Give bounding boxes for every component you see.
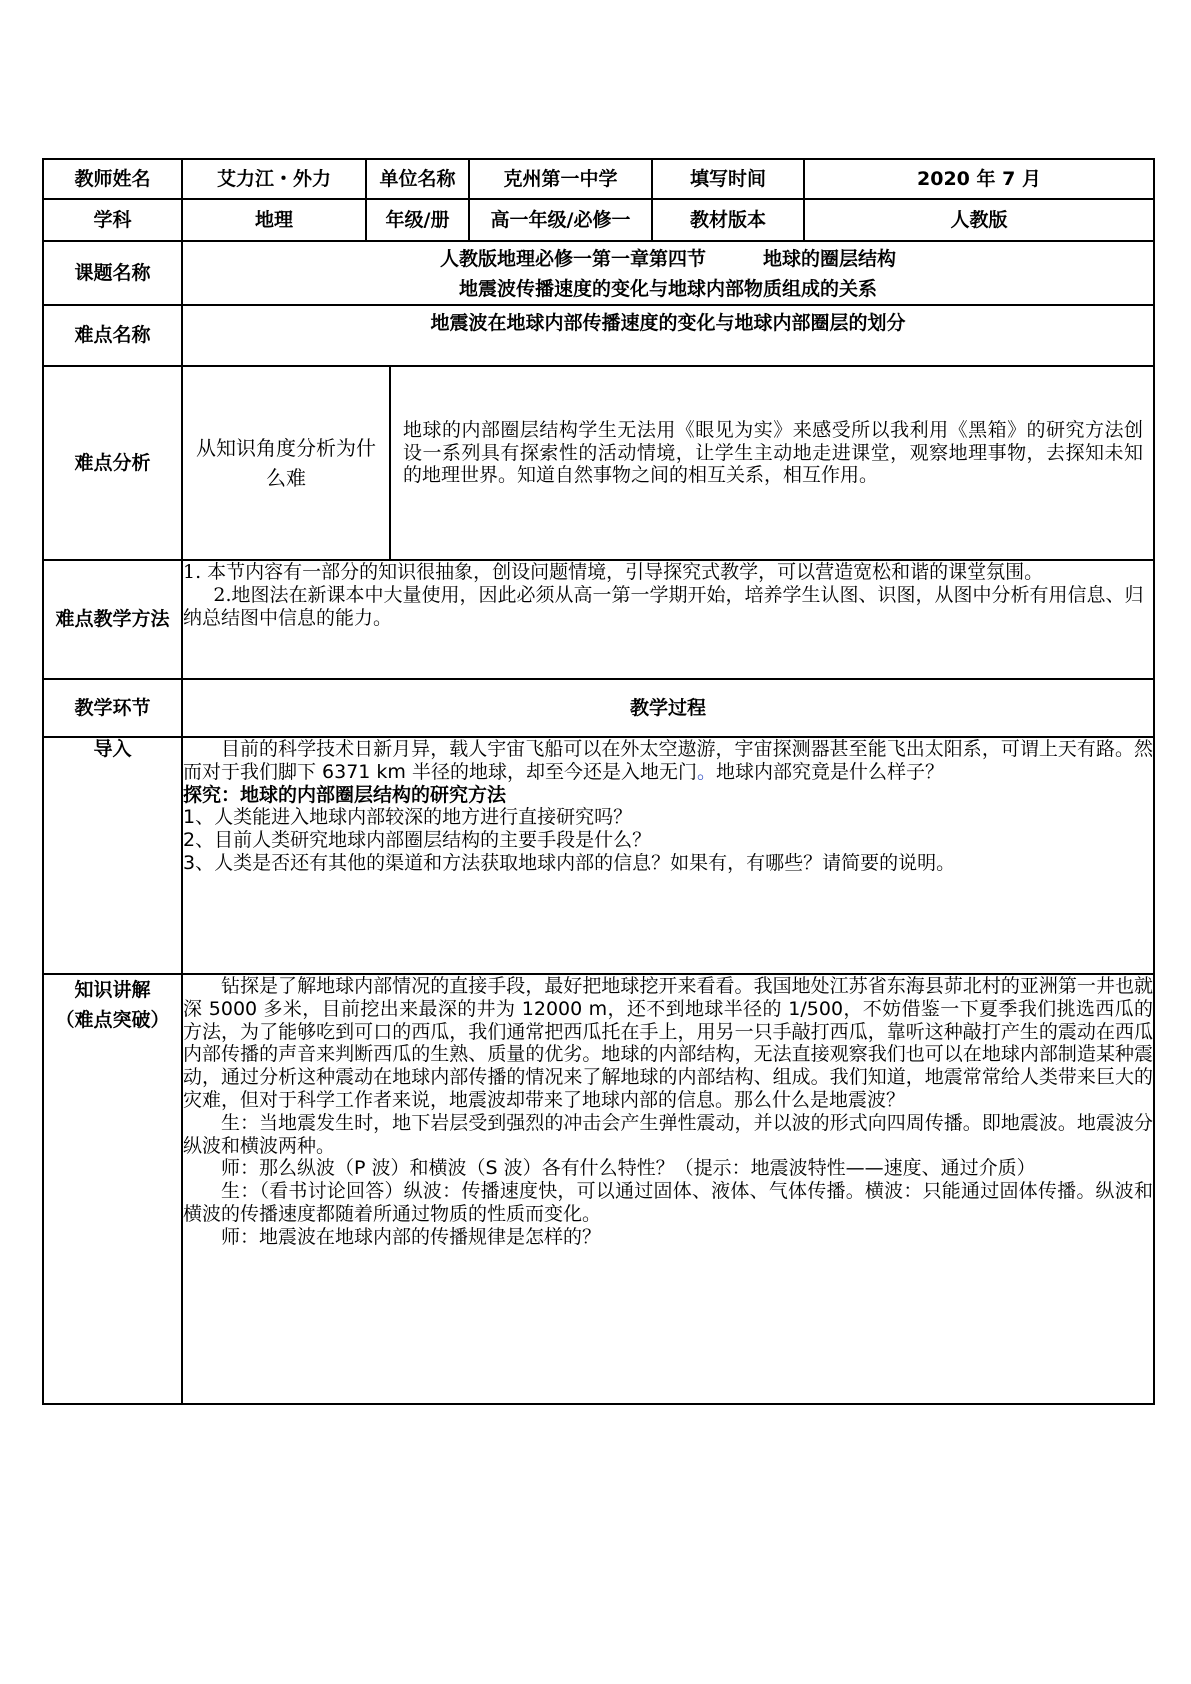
explore-heading: 探究：地球的内部圈层结构的研究方法 xyxy=(183,783,507,806)
topic-label: 课题名称 xyxy=(43,241,182,305)
intro-cell xyxy=(182,737,1154,974)
methods-cell xyxy=(182,560,1154,679)
question-1: 1、人类能进入地球内部较深的地方进行直接研究吗？ xyxy=(183,806,633,829)
grade-label: 年级/册 xyxy=(366,199,469,241)
knowledge-paragraph-2: 生：当地震发生时，地下岩层受到强烈的冲击会产生弹性震动，并以波的形式向四周传播。即地震波。地震波分纵波和横波两种。 xyxy=(183,1111,1153,1157)
header-row-2 xyxy=(43,199,1154,241)
question-3: 3、人类是否还有其他的渠道和方法获取地球内部的信息？如果有，有哪些？请简要的说明。 xyxy=(183,851,956,874)
subject-label: 学科 xyxy=(43,199,182,241)
difficulty-value: 地震波在地球内部传播速度的变化与地球内部圈层的划分 xyxy=(430,312,906,334)
analysis-cell xyxy=(182,366,1154,560)
knowledge-cell xyxy=(182,974,1154,1404)
grade-value: 高一年级/必修一 xyxy=(469,199,652,241)
knowledge-paragraph-5: 师：地震波在地球内部的传播规律是怎样的？ xyxy=(221,1225,602,1248)
difficulty-cell xyxy=(182,305,1154,366)
topic-cell xyxy=(182,241,1154,305)
intro-text-end: 地球内部究竟是什么样子？ xyxy=(716,760,945,783)
analysis-text: 地球的内部圈层结构学生无法用《眼见为实》来感受所以我利用《黑箱》的研究方法创设一系列具有探索性的活动情境，让学生主动地走进课堂，观察地理事物，去探知未知的地理世界。知道自然事物之间的相互关系，相互作用。 xyxy=(403,418,1143,487)
process-value: 教学过程 xyxy=(182,679,1154,737)
date-label: 填写时间 xyxy=(652,159,804,199)
unit-label: 单位名称 xyxy=(366,159,469,199)
intro-text-dot: 。 xyxy=(697,760,717,783)
knowledge-paragraph-4: 生：（看书讨论回答）纵波：传播速度快，可以通过固体、液体、气体传播。横波：只能通过固体传播。纵波和横波的传播速度都随着所通过物质的性质而变化。 xyxy=(183,1180,1153,1225)
knowledge-paragraph-3: 师：那么纵波（P 波）和横波（S 波）各有什么特性？（提示：地震波特性——速度、通过介质） xyxy=(221,1157,1036,1180)
knowledge-paragraph-1: 钻探是了解地球内部情况的直接手段，最好把地球挖开来看看。我国地处江苏省东海县茆北村的亚洲第一井也就深 5000 多米，目前挖出来最深的井为 12000 m，还不到地球半径的 1/500，不妨借鉴一下夏季我们挑选西瓜的方法，为了能够吃到可口的西瓜，我们通常把西瓜托在手上，用另一只手敲打西瓜，靠听这种敲打产生的震动在西瓜内部传播的声音来判断西瓜的生熟、质量的优劣。地球的内部结构，无法直接观察我们也可以在地球内部制造某种震动，通过分析这种震动在地球内部传播的情况来了解地球的内部结构、组成。我们知道，地震常常给人类带来巨大的灾难，但对于科学工作者来说，地震波却带来了地球内部的信息。那么什么是地震波？ xyxy=(183,975,1153,1111)
method-item-2: 2.地图法在新课本中大量使用，因此必须从高一第一学期开始，培养学生认图、识图，从图中分析有用信息、归纳总结图中信息的能力。 xyxy=(183,583,1144,629)
topic-row xyxy=(43,241,1154,305)
knowledge-label xyxy=(43,974,182,1404)
knowledge-label-line-2: （难点突破） xyxy=(55,1009,170,1031)
difficulty-label: 难点名称 xyxy=(43,305,182,366)
process-header-row xyxy=(43,679,1154,737)
teacher-name: 艾力江・外力 xyxy=(182,159,366,199)
header-row-1 xyxy=(43,159,1154,199)
topic-line-1: 人教版地理必修一第一章第四节 地球的圈层结构 xyxy=(439,248,896,270)
method-item-1: 1. 本节内容有一部分的知识很抽象，创设问题情境，引导探究式教学，可以营造宽松和谐的课堂氛围。 xyxy=(183,561,1044,583)
intro-paragraph xyxy=(183,738,1153,784)
intro-row xyxy=(43,737,1154,974)
topic-line-2: 地震波传播速度的变化与地球内部物质组成的关系 xyxy=(458,278,877,300)
question-2: 2、目前人类研究地球内部圈层结构的主要手段是什么？ xyxy=(183,829,652,852)
difficulty-row xyxy=(43,305,1154,366)
methods-label: 难点教学方法 xyxy=(43,560,182,679)
subject-value: 地理 xyxy=(182,199,366,241)
lesson-plan-table xyxy=(42,158,1155,1405)
analysis-sub-label: 从知识角度分析为什么难 xyxy=(183,367,390,559)
date-value: 2020 年 7 月 xyxy=(804,159,1154,199)
edition-label: 教材版本 xyxy=(652,199,804,241)
intro-label: 导入 xyxy=(43,737,182,974)
intro-text-main: 目前的科学技术日新月异，载人宇宙飞船可以在外太空遨游，宇宙探测器甚至能飞出太阳系，可谓上天有路。然而对于我们脚下 6371 km 半径的地球，却至今还是入地无门 xyxy=(183,738,1153,783)
process-label: 教学环节 xyxy=(43,679,182,737)
unit-name: 克州第一中学 xyxy=(469,159,652,199)
knowledge-row xyxy=(43,974,1154,1404)
methods-row xyxy=(43,560,1154,679)
teacher-label: 教师姓名 xyxy=(43,159,182,199)
knowledge-label-line-1: 知识讲解 xyxy=(74,979,151,1001)
analysis-row xyxy=(43,366,1154,560)
analysis-label: 难点分析 xyxy=(43,366,182,560)
edition-value: 人教版 xyxy=(804,199,1154,241)
